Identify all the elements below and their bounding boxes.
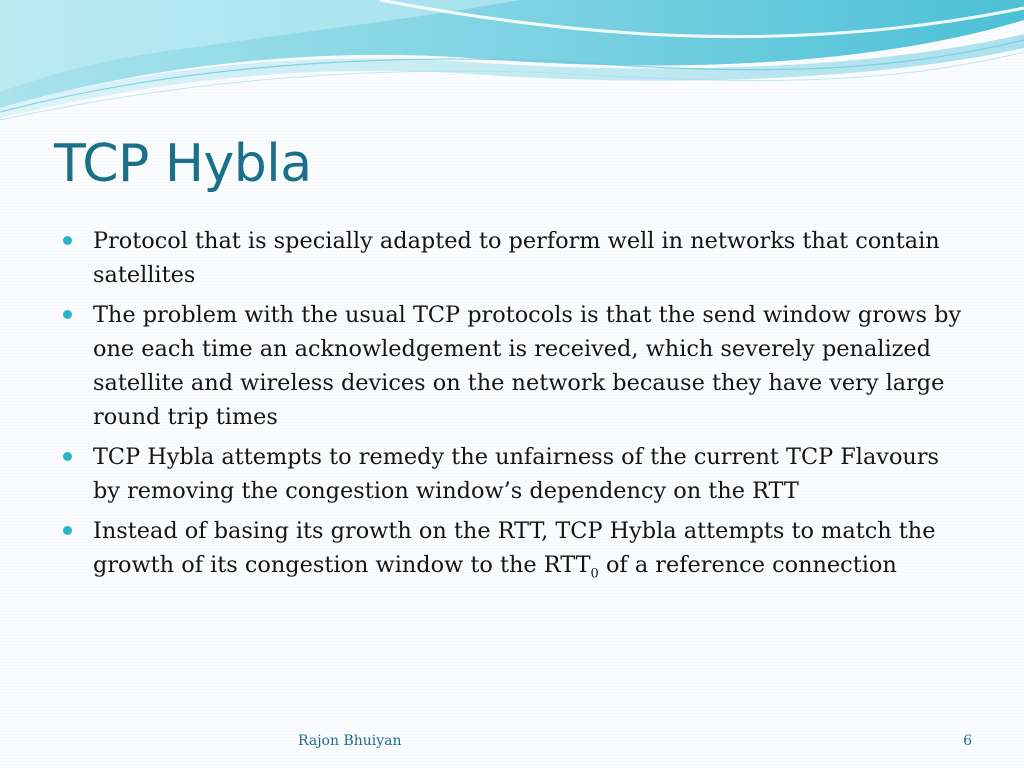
bullet-icon <box>63 236 72 245</box>
bullet-text-before: Instead of basing its growth on the RTT, TCP Hybla attempts to match the growth of its congestion window to the RTT <box>93 518 936 578</box>
bullet-item <box>62 298 967 434</box>
slide-title: TCP Hybla <box>54 134 312 194</box>
footer-author: Rajon Bhuiyan <box>298 733 402 749</box>
bullet-icon <box>63 452 72 461</box>
bullet-text-after: of a reference connection <box>598 552 897 578</box>
bullet-text: Protocol that is specially adapted to perform well in networks that contain satellites <box>93 228 940 288</box>
bullet-text: TCP Hybla attempts to remedy the unfairness of the current TCP Flavours by removing the congestion window’s dependency on the RTT <box>93 444 940 504</box>
bullet-item <box>62 440 967 508</box>
bullet-item <box>62 514 967 591</box>
bullet-text: The problem with the usual TCP protocols is that the send window grows by one each time an acknowledgement is received, which severely penalized satellite and wireless devices on the network because they have very large round trip times <box>93 302 962 430</box>
page-number: 6 <box>963 733 972 749</box>
bullet-icon <box>63 526 72 535</box>
bullet-item <box>62 224 967 292</box>
rtt-subscript: 0 <box>590 566 599 582</box>
bullet-list <box>62 224 967 597</box>
bullet-icon <box>63 310 72 319</box>
header-wave-decoration <box>0 0 1024 130</box>
